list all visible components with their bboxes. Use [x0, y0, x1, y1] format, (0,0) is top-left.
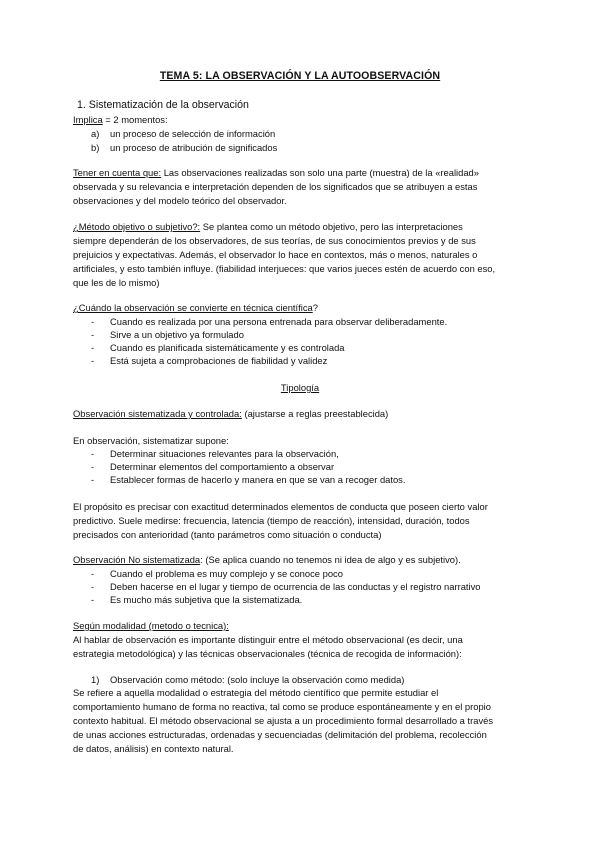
- implica-line: [73, 113, 168, 126]
- list-item: Es mucho más subjetiva que la sistematizada.: [110, 594, 303, 605]
- tener-text: Las observaciones realizadas son solo una parte (muestra) de la «realidad»: [161, 167, 479, 178]
- list-item: Observación como método: (solo incluye la observación como medida): [110, 674, 405, 685]
- implica-rest: = 2 momentos:: [102, 114, 168, 125]
- paragraph-line: que les de lo mismo): [73, 277, 160, 288]
- section-heading: 1. Sistematización de la observación: [77, 99, 249, 111]
- paragraph-line: [73, 166, 479, 179]
- bullet-marker: -: [91, 355, 95, 366]
- paragraph-line: El propósito es precisar con exactitud determinados elementos de conducta que poseen cierto valor: [73, 501, 488, 512]
- paragraph-line: precisados con anterioridad (tanto parámetros como situación o conducta): [73, 529, 382, 540]
- list-marker: b): [91, 142, 100, 153]
- no-sistematizada-label: Observación No sistematizada: [73, 554, 201, 565]
- cuando-rest: ?: [312, 302, 318, 313]
- tener-label: Tener en cuenta que:: [73, 167, 162, 178]
- metodo-label: ¿Método objetivo o subjetivo?:: [73, 221, 201, 232]
- paragraph-line: [73, 220, 463, 233]
- paragraph-line: de datos, análisis) en contexto natural.: [73, 743, 234, 754]
- list-item: un proceso de atribución de significados: [110, 142, 278, 153]
- list-item: Cuando es realizada por una persona entrenada para observar deliberadamente.: [110, 316, 448, 327]
- paragraph-line: observaciones y del modelo teórico del observador.: [73, 195, 287, 206]
- list-item: Determinar situaciones relevantes para la observación,: [110, 448, 339, 459]
- paragraph-line: Se refiere a aquella modalidad o estrategia del método científico que permite estudiar el: [73, 687, 439, 698]
- paragraph-line: En observación, sistematizar supone:: [73, 435, 229, 446]
- bullet-marker: -: [91, 461, 95, 472]
- page-title: TEMA 5: LA OBSERVACIÓN Y LA AUTOOBSERVACIÓN: [159, 70, 441, 82]
- sistematizada-rest: (ajustarse a reglas preestablecida): [241, 408, 389, 419]
- paragraph-line: [73, 619, 229, 632]
- list-item: Sirve a un objetivo ya formulado: [110, 329, 244, 340]
- sistematizada-label: Observación sistematizada y controlada:: [73, 408, 242, 419]
- paragraph-line: comportamiento humano de forma no reactiva, tal como se produce espontáneamente y en el propio: [73, 701, 491, 712]
- paragraph-line: [73, 407, 388, 420]
- tipologia-label: Tipología: [280, 382, 320, 393]
- paragraph-line: Al hablar de observación es importante distinguir entre el método observacional (es decir, una: [73, 634, 463, 645]
- no-sistematizada-rest: : (Se aplica cuando no tenemos ni idea de algo y es subjetivo).: [200, 554, 461, 565]
- paragraph-line: estrategia metodológica) y las técnicas observacionales (técnica de recogida de información):: [73, 648, 462, 659]
- list-item: un proceso de selección de información: [110, 128, 276, 139]
- list-marker: 1): [91, 674, 100, 685]
- paragraph-line: de unas acciones estructuradas, ordenadas y secuenciadas (delimitación del problema, recolección: [73, 729, 487, 740]
- tipologia-heading: [0, 381, 600, 394]
- bullet-marker: -: [91, 581, 95, 592]
- modalidad-label: Según modalidad (metodo o tecnica):: [73, 620, 229, 631]
- list-item: Cuando es planificada sistemáticamente y es controlada: [110, 342, 345, 353]
- list-marker: a): [91, 128, 100, 139]
- paragraph-line: artificiales, y esto también influye. (fiabilidad interjueces: que varios jueces estén de acuerdo con eso,: [73, 263, 496, 274]
- paragraph-line: prejuicios y expectativas. Además, el observador lo hace en contextos, más o menos, naturales o: [73, 249, 478, 260]
- paragraph-line: predictivo. Suele medirse: frecuencia, latencia (tiempo de reacción), intensidad, duración, todos: [73, 515, 470, 526]
- paragraph-line: [73, 301, 318, 314]
- metodo-text: Se plantea como un método objetivo, pero las interpretaciones: [200, 221, 463, 232]
- cuando-label: ¿Cuándo la observación se convierte en técnica científica: [73, 302, 313, 313]
- paragraph-line: siempre dependerán de los observadores, de sus teorías, de sus conocimientos previos y de sus: [73, 235, 476, 246]
- list-item: Determinar elementos del comportamiento a observar: [110, 461, 335, 472]
- bullet-marker: -: [91, 474, 95, 485]
- bullet-marker: -: [91, 594, 95, 605]
- bullet-marker: -: [91, 316, 95, 327]
- list-item: Está sujeta a comprobaciones de fiabilidad y validez: [110, 355, 328, 366]
- bullet-marker: -: [91, 448, 95, 459]
- paragraph-line: observada y su relevancia e interpretación dependen de los significados que se atribuyen a estas: [73, 181, 478, 192]
- bullet-marker: -: [91, 568, 95, 579]
- paragraph-line: [73, 553, 461, 566]
- bullet-marker: -: [91, 329, 95, 340]
- list-item: Establecer formas de hacerlo y manera en que se van a recoger datos.: [110, 474, 406, 485]
- implica-label: Implica: [73, 114, 103, 125]
- bullet-marker: -: [91, 342, 95, 353]
- list-item: Cuando el problema es muy complejo y se conoce poco: [110, 568, 343, 579]
- list-item: Deben hacerse en el lugar y tiempo de ocurrencia de las conductas y el registro narrativo: [110, 581, 481, 592]
- paragraph-line: contexto habitual. El método observacional se ajusta a un procedimiento formal desarrollado a través: [73, 715, 494, 726]
